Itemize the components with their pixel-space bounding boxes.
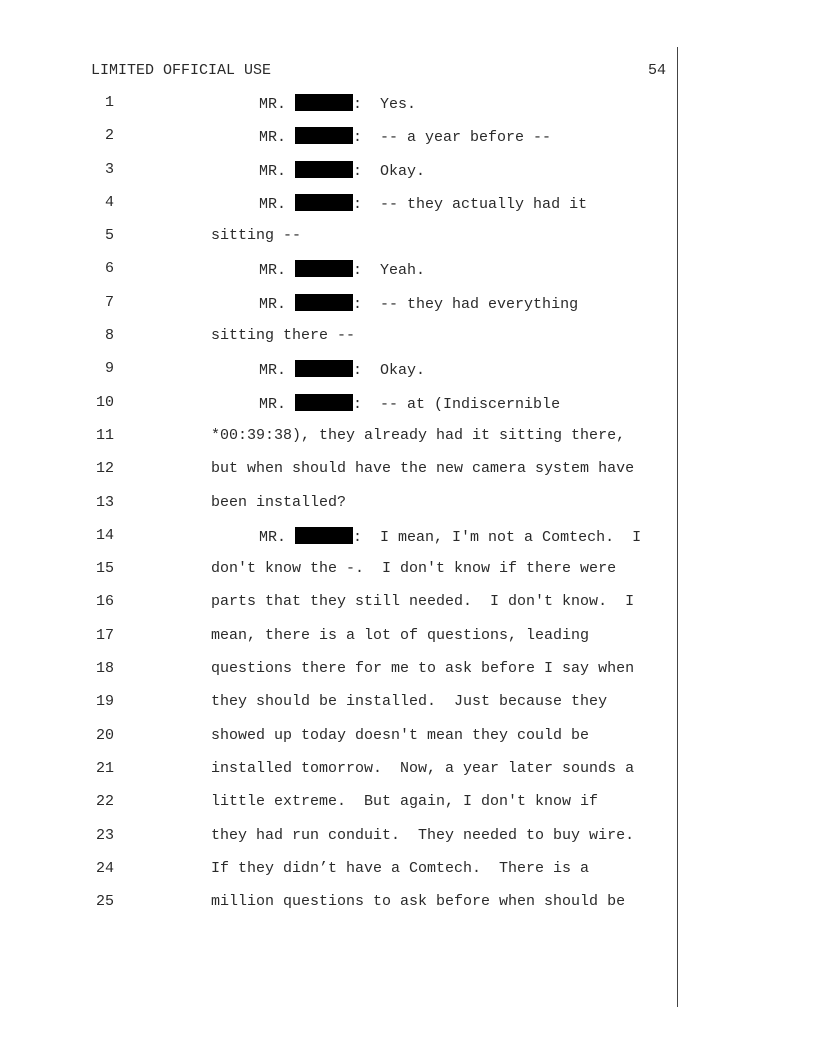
speaker-prefix: MR. [259,195,287,213]
redaction-box [295,94,353,111]
continuation-text: parts that they still needed. I don't know. I [211,593,635,611]
speech-text: : -- they had everything [353,295,579,313]
continuation-text: mean, there is a lot of questions, leading [211,626,590,644]
redaction-box [295,127,353,144]
line-number: 16 [95,593,114,611]
line-number: 12 [95,460,114,478]
continuation-text: been installed? [211,493,347,511]
transcript-line [0,527,816,560]
transcript-line [0,94,816,127]
transcript-line [0,360,816,393]
speaker-prefix: MR. [259,362,287,380]
transcript-line [0,793,816,826]
redaction-box [295,394,353,411]
line-number: 13 [95,493,114,511]
transcript-line [0,227,816,260]
speaker-prefix: MR. [259,295,287,313]
speaker-line [259,127,551,147]
redaction-box [295,260,353,277]
transcript-line [0,560,816,593]
line-number: 21 [95,759,114,777]
transcript-line [0,161,816,194]
speech-text: : Okay. [353,162,426,180]
speaker-prefix: MR. [259,262,287,280]
line-number: 7 [104,293,114,311]
line-number: 10 [95,393,114,411]
line-number: 17 [95,626,114,644]
transcript-line [0,627,816,660]
transcript-line [0,427,816,460]
continuation-text: million questions to ask before when should be [211,893,626,911]
line-number: 19 [95,693,114,711]
transcript-line [0,494,816,527]
continuation-text: showed up today doesn't mean they could be [211,726,590,744]
transcript-line [0,727,816,760]
transcript-line [0,460,816,493]
speech-text: : Okay. [353,362,426,380]
speaker-line [259,294,578,314]
line-number: 8 [104,327,114,345]
line-number: 14 [95,526,114,544]
speaker-prefix: MR. [259,528,287,546]
redaction-box [295,194,353,211]
transcript-line [0,693,816,726]
speech-text: : -- at (Indiscernible [353,395,561,413]
speaker-prefix: MR. [259,129,287,147]
continuation-text: they should be installed. Just because they [211,693,608,711]
redaction-box [295,294,353,311]
speaker-prefix: MR. [259,162,287,180]
line-number: 23 [95,826,114,844]
transcript-line [0,294,816,327]
speaker-prefix: MR. [259,96,287,113]
continuation-text: sitting -- [211,227,302,245]
continuation-text: little extreme. But again, I don't know if [211,793,599,811]
transcript-line [0,327,816,360]
transcript-line [0,593,816,626]
speaker-line [259,161,425,181]
speech-text: : Yeah. [353,262,426,280]
continuation-text: If they didn’t have a Comtech. There is a [211,859,590,877]
transcript-line [0,827,816,860]
line-number: 3 [104,160,114,178]
page-number: 54 [647,62,666,79]
redaction-box [295,161,353,178]
speech-text: : I mean, I'm not a Comtech. I [353,528,642,546]
line-number: 20 [95,726,114,744]
speech-text: : -- a year before -- [353,129,552,147]
speaker-line [259,260,425,280]
speech-text: : Yes. [353,96,417,113]
line-number: 15 [95,560,114,578]
continuation-text: sitting there -- [211,327,356,345]
transcript-line [0,127,816,160]
speaker-line [259,94,416,114]
line-number: 18 [95,660,114,678]
speaker-line [259,394,560,414]
transcript-line [0,760,816,793]
transcript-body [0,94,816,926]
continuation-text: don't know the -. I don't know if there were [211,560,617,578]
continuation-text: questions there for me to ask before I say when [211,660,635,678]
line-number: 9 [104,360,114,378]
continuation-text: but when should have the new camera system have [211,460,635,478]
speaker-line [259,527,641,547]
redaction-box [295,527,353,544]
continuation-text: installed tomorrow. Now, a year later sounds a [211,759,635,777]
line-number: 4 [104,193,114,211]
continuation-text: they had run conduit. They needed to buy wire. [211,826,635,844]
line-number: 11 [95,426,114,444]
continuation-text: *00:39:38), they already had it sitting there, [211,426,626,444]
speaker-line [259,360,425,380]
line-number: 24 [95,859,114,877]
transcript-line [0,660,816,693]
redaction-box [295,360,353,377]
classification-header: LIMITED OFFICIAL USE [91,62,272,79]
transcript-line [0,860,816,893]
line-number: 5 [104,227,114,245]
transcript-line [0,194,816,227]
line-number: 2 [104,127,114,145]
speaker-prefix: MR. [259,395,287,413]
speaker-line [259,194,587,214]
line-number: 22 [95,793,114,811]
line-number: 6 [104,260,114,278]
transcript-line [0,394,816,427]
transcript-line [0,893,816,926]
line-number: 1 [104,94,114,111]
speech-text: : -- they actually had it [353,195,588,213]
line-number: 25 [95,893,114,911]
transcript-line [0,260,816,293]
